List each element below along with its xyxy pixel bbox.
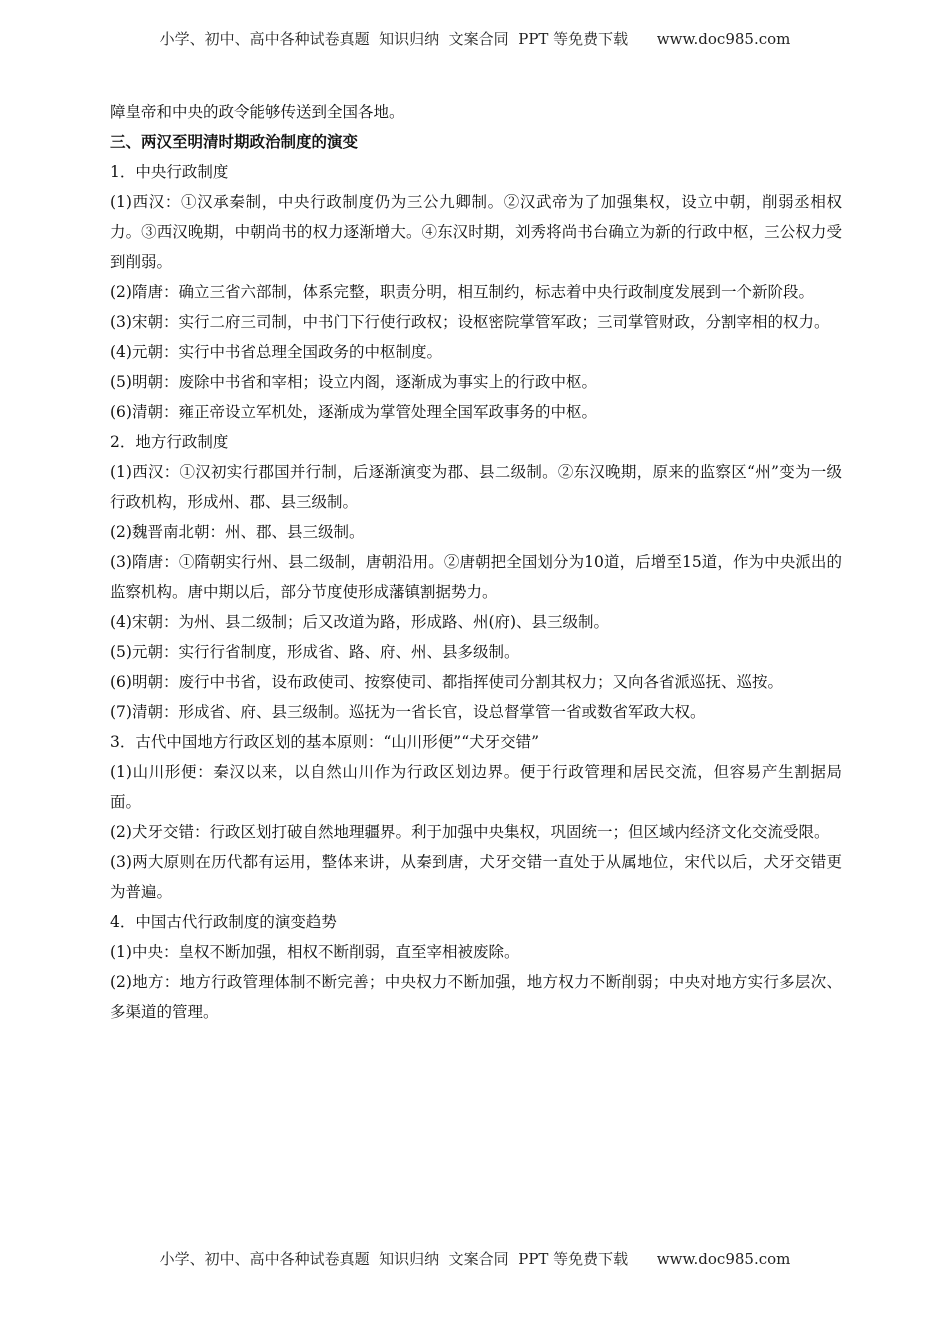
paragraph: (1)西汉：①汉初实行郡国并行制，后逐渐演变为郡、县二级制。②东汉晚期，原来的监察区“州”变为一级行政机构，形成州、郡、县三级制。 (110, 463, 842, 511)
paragraph: (5)元朝：实行行省制度，形成省、路、府、州、县多级制。 (110, 643, 520, 661)
paragraph: (6)明朝：废行中书省，设布政使司、按察使司、都指挥使司分割其权力；又向各省派巡抚、巡按。 (110, 673, 783, 691)
paragraph: (4)元朝：实行中书省总理全国政务的中枢制度。 (110, 343, 442, 361)
subsection-heading: 1．中央行政制度 (110, 163, 229, 181)
paragraph: 障皇帝和中央的政令能够传送到全国各地。 (110, 103, 405, 121)
subsection-heading: 2．地方行政制度 (110, 433, 229, 451)
paragraph: (4)宋朝：为州、县二级制；后又改道为路，形成路、州(府)、县三级制。 (110, 613, 610, 631)
paragraph: (3)隋唐：①隋朝实行州、县二级制，唐朝沿用。②唐朝把全国划分为10道，后增至15道，作为中央派出的监察机构。唐中期以后，部分节度使形成藩镇割据势力。 (110, 553, 842, 601)
paragraph: (6)清朝：雍正帝设立军机处，逐渐成为掌管处理全国军政事务的中枢。 (110, 403, 597, 421)
subsection-heading: 3．古代中国地方行政区划的基本原则：“山川形便”“犬牙交错” (110, 733, 540, 751)
paragraph: (2)隋唐：确立三省六部制，体系完整，职责分明，相互制约，标志着中央行政制度发展到一个新阶段。 (110, 283, 814, 301)
subsection-heading: 4．中国古代行政制度的演变趋势 (110, 913, 337, 931)
paragraph: (2)地方：地方行政管理体制不断完善；中央权力不断加强，地方权力不断削弱；中央对地方实行多层次、多渠道的管理。 (110, 973, 842, 1021)
section-heading: 三、两汉至明清时期政治制度的演变 (110, 133, 359, 151)
paragraph: (3)宋朝：实行二府三司制，中书门下行使行政权；设枢密院掌管军政；三司掌管财政，分割宰相的权力。 (110, 313, 830, 331)
paragraph: (7)清朝：形成省、府、县三级制。巡抚为一省长官，设总督掌管一省或数省军政大权。 (110, 703, 706, 721)
paragraph: (2)魏晋南北朝：州、郡、县三级制。 (110, 523, 365, 541)
paragraph: (1)西汉：①汉承秦制，中央行政制度仍为三公九卿制。②汉武帝为了加强集权，设立中朝，削弱丞相权力。③西汉晚期，中朝尚书的权力逐渐增大。④东汉时期，刘秀将尚书台确立为新的行政中枢，三公权力受到削弱。 (110, 193, 842, 271)
paragraph: (1)山川形便：秦汉以来，以自然山川作为行政区划边界。便于行政管理和居民交流，但容易产生割据局面。 (110, 763, 842, 811)
paragraph: (3)两大原则在历代都有运用，整体来讲，从秦到唐，犬牙交错一直处于从属地位，宋代以后，犬牙交错更为普遍。 (110, 853, 842, 901)
page-header: 小学、初中、高中各种试卷真题 知识归纳 文案合同 PPT 等免费下载 www.doc985.com (159, 30, 791, 48)
paragraph: (2)犬牙交错：行政区划打破自然地理疆界。利于加强中央集权，巩固统一；但区域内经济文化交流受限。 (110, 823, 830, 841)
page-footer: 小学、初中、高中各种试卷真题 知识归纳 文案合同 PPT 等免费下载 www.doc985.com (159, 1250, 791, 1268)
paragraph: (1)中央：皇权不断加强，相权不断削弱，直至宰相被废除。 (110, 943, 520, 961)
paragraph: (5)明朝：废除中书省和宰相；设立内阁，逐渐成为事实上的行政中枢。 (110, 373, 597, 391)
document-body (110, 97, 842, 1027)
